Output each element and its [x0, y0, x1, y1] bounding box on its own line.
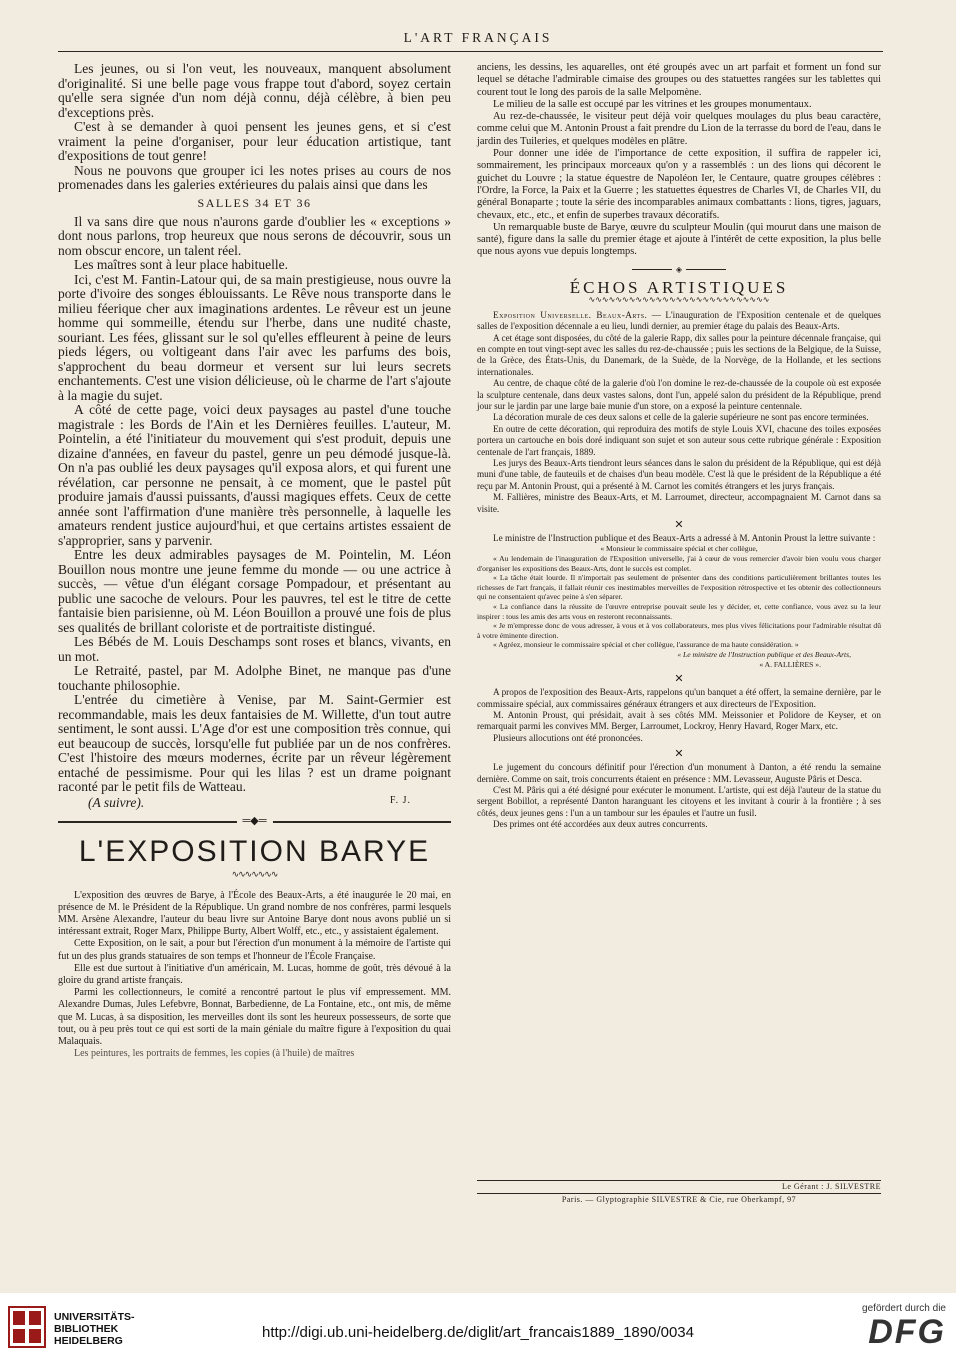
minister-letter — [477, 544, 881, 669]
library-name-line: BIBLIOTHEK — [54, 1323, 119, 1335]
letter-line: « La confiance dans la réussite de l'œuvre entreprise pouvait seule les y décider, et, cette confiance, vous avez su la leur inspirer : tous les amis des arts vous en resteront reconnaissants. — [477, 602, 881, 621]
letter-line: « Au lendemain de l'inauguration de l'Exposition universelle, j'ai à cœur de vous remercier d'avoir bien voulu vous charger d'organiser les expositions des Beaux-Arts, dont le succès est complet. — [477, 554, 881, 573]
letter-line: « Agréez, monsieur le commissaire spécial et cher collègue, l'assurance de ma haute considération. » — [493, 640, 799, 650]
diamond-ornament-icon: ◈ — [675, 264, 683, 274]
paragraph: Au rez-de-chaussée, le visiteur peut déjà voir quelques moulages du plus beau caractère, comme celui que M. Antonin Proust a fait prendre du Lion de la terrasse du bord de l'eau, dans le jardin des Tuileries, et quelques modèles en plâtre. — [477, 111, 881, 147]
wavy-rule-icon: ∿∿∿∿∿∿∿∿∿∿∿∿∿∿∿∿∿∿∿∿∿∿∿∿∿∿∿ — [588, 294, 770, 304]
paragraph: Nous ne pouvons que grouper ici les notes prises au cours de nos promenades dans les galeries extérieures du palais ainsi que dans les — [58, 162, 451, 192]
paragraph: Le jugement du concours définitif pour l'érection d'un monument à Danton, a été rendu la semaine dernière. Comme on sait, trois concurrents étaient en présence : MM. Levasseur, Auguste Pâris et Desca. — [477, 762, 881, 784]
paragraph: Les maîtres sont à leur place habituelle. — [74, 257, 289, 272]
paragraph: Les jurys des Beaux-Arts tiendront leurs séances dans le salon du président de la République, qui est déjà muni d'une table, de fauteuils et de chaises d'un beau modèle. C'est là que le président de la République a été reçu par M. Antonin Proust, qui a présenté à M. Carnot les comités étrangers et les jurys français. — [477, 458, 881, 491]
digitization-footer — [0, 1293, 956, 1367]
paragraph: Pour donner une idée de l'importance de cette exposition, il suffira de rappeler ici, sommairement, les principaux morceaux qu'on y a rassemblés : un des lions qui décorent le guichet du Louvre ; la statue équestre de Napoléon Ier, le Centaure, quatre groupes célèbres : l'Ordre, la Force, la Paix et la Guerre ; les statuettes équestres de Charles VI, de Charles VII, du général Bonaparte ; toute la série des incomparables animaux combattants : lions, tigres, jaguars, chevaux, etc., etc., et enfin de superbes travaux décoratifs. — [477, 148, 881, 221]
running-head: L'ART FRANÇAIS — [403, 30, 553, 45]
paragraph: La décoration murale de ces deux salons et celle de la galerie supérieure ne sont pas encore terminées. — [493, 412, 869, 423]
printer-line: Paris. — Glyptographie SILVESTRE & Cie, rue Oberkampf, 97 — [477, 1193, 881, 1204]
ornament-icon: ═◆═ — [236, 814, 272, 827]
echos-artistiques-title: ÉCHOS ARTISTIQUES — [569, 277, 789, 297]
letter-line: « Je m'empresse donc de vous adresser, à vous et à vos collaborateurs, mes plus vives félicitations pour l'admirable résultat dû à votre éminente direction. — [477, 621, 881, 640]
library-name-line: UNIVERSITÄTS- — [54, 1311, 135, 1323]
cross-separator-icon: ✕ — [674, 748, 684, 761]
letter-line: « Monsieur le commissaire spécial et cher collègue, — [600, 544, 758, 554]
paragraph: Plusieurs allocutions ont été prononcées. — [493, 732, 643, 743]
author-byline: F. J. — [389, 794, 411, 806]
colophon — [477, 1180, 881, 1204]
section-divider — [477, 265, 881, 274]
paragraph: Le Retraité, pastel, par M. Adolphe Binet, ne manque pas d'une touchante philosophie. — [58, 663, 451, 693]
paragraph: anciens, les dessins, les aquarelles, ont été groupés avec un art parfait et forment un fond sur lequel se détache l'admirable cimaise des groupes ou des statuettes rangées sur les tablettes qui courent tout le long des parois de la salle Melpomène. — [477, 62, 881, 98]
paragraph: Le ministre de l'Instruction publique et des Beaux-Arts a adressé à M. Antonin Proust la lettre suivante : — [493, 533, 876, 544]
wavy-rule-icon: ∿∿∿∿∿∿∿ — [231, 868, 278, 879]
paragraph: En outre de cette décoration, qui reproduira des motifs de style Louis XVI, chacune des toiles exposées portera un cartouche en bois doré indiquant son sujet et son auteur sous cette rubrique générale : Exposition centenale de l'art français, 1889. — [477, 423, 881, 457]
letter-signature: « Le ministre de l'Instruction publique et des Beaux-Arts, — [677, 650, 851, 659]
paragraph: C'est à se demander à quoi pensent les jeunes gens, et si c'est vraiment la peine d'organiser, pour leur éducation artistique, tant d'expositions de tout genre! — [58, 119, 451, 163]
library-name-line: HEIDELBERG — [54, 1335, 123, 1347]
paragraph: L'exposition des œuvres de Barye, à l'École des Beaux-Arts, a été inaugurée le 20 mai, en présence de M. le Président de la République. Un grand nombre de nos confrères, parmi lesquels MM. Arsène Alexandre, l'auteur du beau livre sur Antoine Barye dont nous avons publié un si intéressant extrait, Roger Marx, Philippe Burty, Albert Wolff, etc., etc., y assistaient également. — [58, 889, 451, 938]
paragraph: Les Bébés de M. Louis Deschamps sont roses et blancs, vivants, en un mot. — [58, 634, 451, 664]
paragraph-text: — L'inauguration de l'Exposition centenale et de quelques salles de l'exposition décennale a eu lieu, lundi dernier, au premier étage du palais des Beaux-Arts. — [477, 309, 882, 332]
paragraph: Le milieu de la salle est occupé par les vitrines et les groupes monumentaux. — [493, 98, 812, 110]
paragraph: M. Fallières, ministre des Beaux-Arts, et M. Larroumet, directeur, accompagnaient M. Carnot dans sa visite. — [477, 492, 881, 514]
ornamental-divider — [58, 815, 451, 827]
echos-section — [477, 310, 881, 831]
funder-caption: gefördert durch die — [862, 1303, 946, 1314]
barye-article — [58, 890, 451, 1061]
paragraph: Elle est due surtout à l'initiative d'un américain, M. Lucas, homme de goût, très dévoué à la gloire du grand artiste français. — [58, 962, 451, 986]
divider-line — [686, 269, 726, 270]
paragraph: Un remarquable buste de Barye, œuvre du sculpteur Moulin (qui mourut dans une maison de santé), figure dans la salle du premier étage et ajoute à l'intérêt de cette exposition, la plus belle que nous ayons vue depuis longtemps. — [477, 221, 881, 258]
paragraph: C'est M. Pâris qui a été désigné pour exécuter le monument. L'artiste, qui est déjà l'auteur de la statue du sergent Bobillot, a représenté Danton haranguant les citoyens et les invitant à courir à la frontière ; à ses côtés, deux jeunes gens : l'un a un tambour sur les épaules et l'autre un fusil. — [477, 785, 881, 818]
right-column — [477, 62, 881, 831]
paragraph: Au centre, de chaque côté de la galerie d'où l'on domine le rez-de-chaussée de la coupole où est exposée la sculpture centenale, dans deux vastes salons, dont l'un, appelé salon du président de la République, prend jour sur le jardin par une large baie munie d'un store, on a exposé la peinture centennale. — [477, 378, 881, 411]
paragraph: Parmi les collectionneurs, le comité a rencontré partout le plus vif empressement. MM. Alexandre Dumas, Jules Lefebvre, Bonnat, Barbedienne, de La Fontaine, etc., ont mis, de même que M. Lucas, à sa disposition, les merveilles dont ils sont les heureux possesseurs, de sorte que tout, ou à peu près tout ce qui est sorti de la main géniale du maître figure à l'exposition du quai Malaquais. — [58, 987, 451, 1047]
paragraph: M. Antonin Proust, qui présidait, avait à ses côtés MM. Meissonier et Polidore de Keyser, et on remarquait parmi les convives MM. Berger, Larroumet, Lockroy, Henry Havard, Roger Marx, etc. — [477, 710, 881, 732]
paragraph: A propos de l'exposition des Beaux-Arts, rappelons qu'un banquet a été offert, la semaine dernière, par le commissaire spécial, aux commissaires généraux étrangers et aux directeurs de l'Exposition. — [477, 687, 881, 709]
left-column — [58, 62, 451, 1060]
paragraph: Les peintures, les portraits de femmes, les copies (à l'huile) de maîtres — [74, 1048, 355, 1060]
article-signature — [58, 795, 451, 811]
paragraph: Cette Exposition, on le sait, a pour but l'érection d'un monument à la mémoire de l'artiste qui fut un des plus grands statuaires de son temps et l'honneur de l'École Française. — [58, 938, 451, 962]
paragraph: Entre les deux admirables paysages de M. Pointelin, M. Léon Bouillon nous montre une jeune femme du monde — ou une actrice à succès, — vêtue d'un élégant corsage Pompadour, et présentant au public une sacoche de velours. Pour les pauvres, tel est le titre de cette fantaisie bien parisienne, où M. Léon Bouillon a prouvé une fois de plus ses qualités de brillant coloriste et de portraitiste distingué. — [58, 547, 451, 635]
salon-review-article — [58, 62, 451, 811]
paragraph: Des primes ont été accordées aux deux autres concurrents. — [493, 819, 708, 830]
paragraph: A cet étage sont disposées, du côté de la galerie Rapp, dix salles pour la peinture décennale française, qui en compte en tout vingt-sept avec les salles du rez-de-chaussée ; puis les sections de la Belgique, de la Suisse, de la Grèce, des États-Unis, du Danemark, de la Suède, de la Norvège, de la Hollande, et les sections internationales. — [477, 332, 881, 377]
paragraph: Les jeunes, ou si l'on veut, les nouveaux, manquent absolument d'originalité. Si une belle page vous frappe tout d'abord, soyez certain qu'elle sera signée d'un nom déjà connu, déjà célèbre, à bien peu d'exceptions près. — [58, 61, 451, 120]
dfg-logo: DFG — [868, 1313, 946, 1351]
header-rule — [58, 51, 883, 52]
to-follow-note: (A suivre). — [88, 794, 145, 810]
letter-line: « La tâche était lourde. Il n'importait pas seulement de présenter dans des conditions particulièrement brillantes toutes les richesses de l'art français, il fallait réunir ces inestimables merveilles de l'exposition rétrospective et les obtenir des collectionneurs qui ne consentaient qu'avec peine à s'en séparer. — [477, 573, 881, 602]
divider-line — [632, 269, 672, 270]
digitization-url-link[interactable]: http://digi.ub.uni-heidelberg.de/diglit/art_francais1889_1890/0034 — [262, 1324, 694, 1341]
paragraph — [477, 310, 881, 333]
echos-lead: Exposition Universelle. Beaux-Arts. — [493, 309, 648, 320]
barye-article-continued — [477, 62, 881, 259]
paragraph: Il va sans dire que nous n'aurons garde d'oublier les « exceptions » dont nous parlons, trop heureux que nous serons de découvrir, sous un nom obscur encore, un talent réel. — [58, 213, 451, 258]
cross-separator-icon: ✕ — [674, 519, 684, 532]
paragraph: Ici, c'est M. Fantin-Latour qui, de sa main prestigieuse, nous ouvre la porte d'ivoire des songes éblouissants. Le Rêve nous transporte dans le milieu féerique cher aux imaginations ardentes. Le rêveur est un jeune homme qui sommeille, étendu sur l'herbe, dans une nudité chaste, souriant. Les fées, glissant sur le sol qu'elles effleurent à peine de leurs pieds légers, ou voltigeant dans l'air avec les parfums des bois, s'approchent du beau dormeur et versent sur lui leurs secrets enchantements. C'est une vision délicieuse, où le charme de l'art s'ajoute à la magie du sujet. — [58, 271, 451, 403]
funder-block — [796, 1303, 946, 1350]
barye-article-title: L'EXPOSITION BARYE — [78, 834, 431, 868]
paragraph: A côté de cette page, voici deux paysages au pastel d'une touche magistrale : les Bords de l'Ain et les Dernières feuilles. L'auteur, M. Pointelin, a été l'initiateur du mouvement qui s'est produit, depuis une dizaine d'années, en faveur du pastel, genre un peu démodé jusque-là. On n'a pas oublié les deux paysages qu'il exposa alors, et qui furent une révélation, car personne ne pensait, à ce moment, que le pastel pût produire jamais d'aussi puissants, d'aussi magiques effets. Ceux de cette année sont l'affirmation d'une manière très personnelle, à laquelle les amateurs rendent justice aujourd'hui, et que certains artistes essaient de s'approprier, sans y parvenir. — [58, 402, 451, 548]
paragraph: L'entrée du cimetière à Venise, par M. Saint-Germier est recommandable, mais les deux fantaisies de M. Willette, d'un tout autre sentiment, le sont aussi. L'Age d'or est une composition très connue, qui eut beaucoup de succès, lorsqu'elle fut publiée par un de nos confrères. C'est l'histoire des mœurs modernes, écrite par un rêveur légèrement entaché de pessimisme. Pour qui les lilas ? est un drame poignant raconté par le petit fils de Watteau. — [58, 692, 451, 794]
letter-signature-name: « A. FALLIÈRES ». — [759, 659, 821, 669]
cross-separator-icon: ✕ — [674, 673, 684, 686]
gerant-line: Le Gérant : J. SILVESTRE — [477, 1180, 881, 1191]
section-heading: SALLES 34 ET 36 — [197, 195, 312, 210]
